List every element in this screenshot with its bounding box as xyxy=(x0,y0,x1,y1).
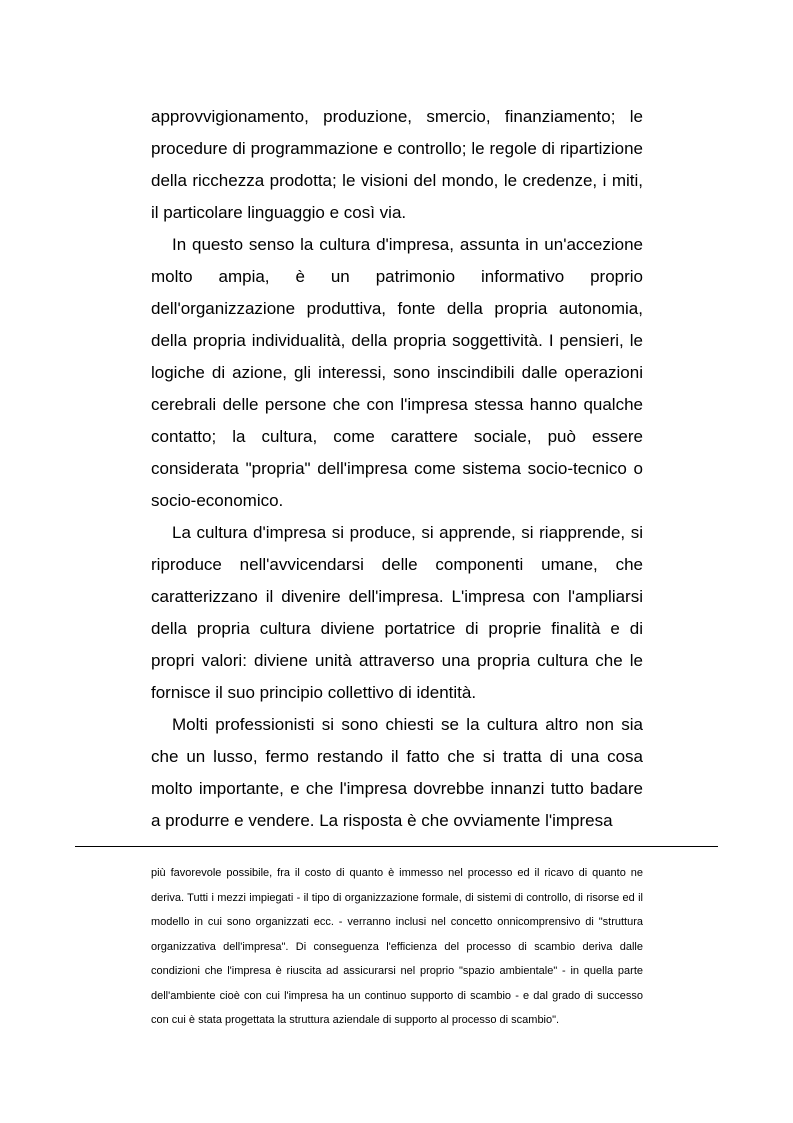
footnote-separator xyxy=(75,846,718,847)
body-text xyxy=(151,101,643,837)
paragraph-professionisti: Molti professionisti si sono chiesti se la cultura altro non sia che un lusso, fermo restando il fatto che si tratta di una cosa molto importante, e che l'impresa dovrebbe innanzi tutto badare a produrre e vendere. La risposta è che ovviamente l'impresa xyxy=(151,715,643,830)
paragraph-cultura-impresa: In questo senso la cultura d'impresa, assunta in un'accezione molto ampia, è un patrimonio informativo proprio dell'organizzazione produttiva, fonte della propria autonomia, della propria individualità, della propria soggettività. I pensieri, le logiche di azione, gli interessi, sono inscindibili dalle operazioni cerebrali delle persone che con l'impresa stessa hanno qualche contatto; la cultura, come carattere sociale, può essere considerata "propria" dell'impresa come sistema socio-tecnico o socio-economico. xyxy=(151,235,643,510)
footnote-text: più favorevole possibile, fra il costo di quanto è immesso nel processo ed il ricavo di quanto ne deriva. Tutti i mezzi impiegati - il tipo di organizzazione formale, di sistemi di controllo, di risorse ed il modello in cui sono organizzati ecc. - verranno inclusi nel concetto onnicomprensivo di "struttura organizzativa dell'impresa". Di conseguenza l'efficienza del processo di scambio deriva dalle condizioni che l'impresa è riuscita ad assicurarsi nel proprio "spazio ambientale" - in quella parte dell'ambiente cioè con cui l'impresa ha un continuo supporto di scambio - e dal grado di successo con cui è stata progettata la struttura aziendale di supporto al processo di scambio". xyxy=(151,867,643,1026)
paragraph-produzione-cultura: La cultura d'impresa si produce, si apprende, si riapprende, si riproduce nell'avvicendarsi delle componenti umane, che caratterizzano il divenire dell'impresa. L'impresa con l'ampliarsi della propria cultura diviene portatrice di proprie finalità e di propri valori: diviene unità attraverso una propria cultura che le fornisce il suo principio collettivo di identità. xyxy=(151,523,643,702)
paragraph-continued: approvvigionamento, produzione, smercio, finanziamento; le procedure di programmazione e controllo; le regole di ripartizione della ricchezza prodotta; le visioni del mondo, le credenze, i miti, il particolare linguaggio e così via. xyxy=(151,107,643,222)
